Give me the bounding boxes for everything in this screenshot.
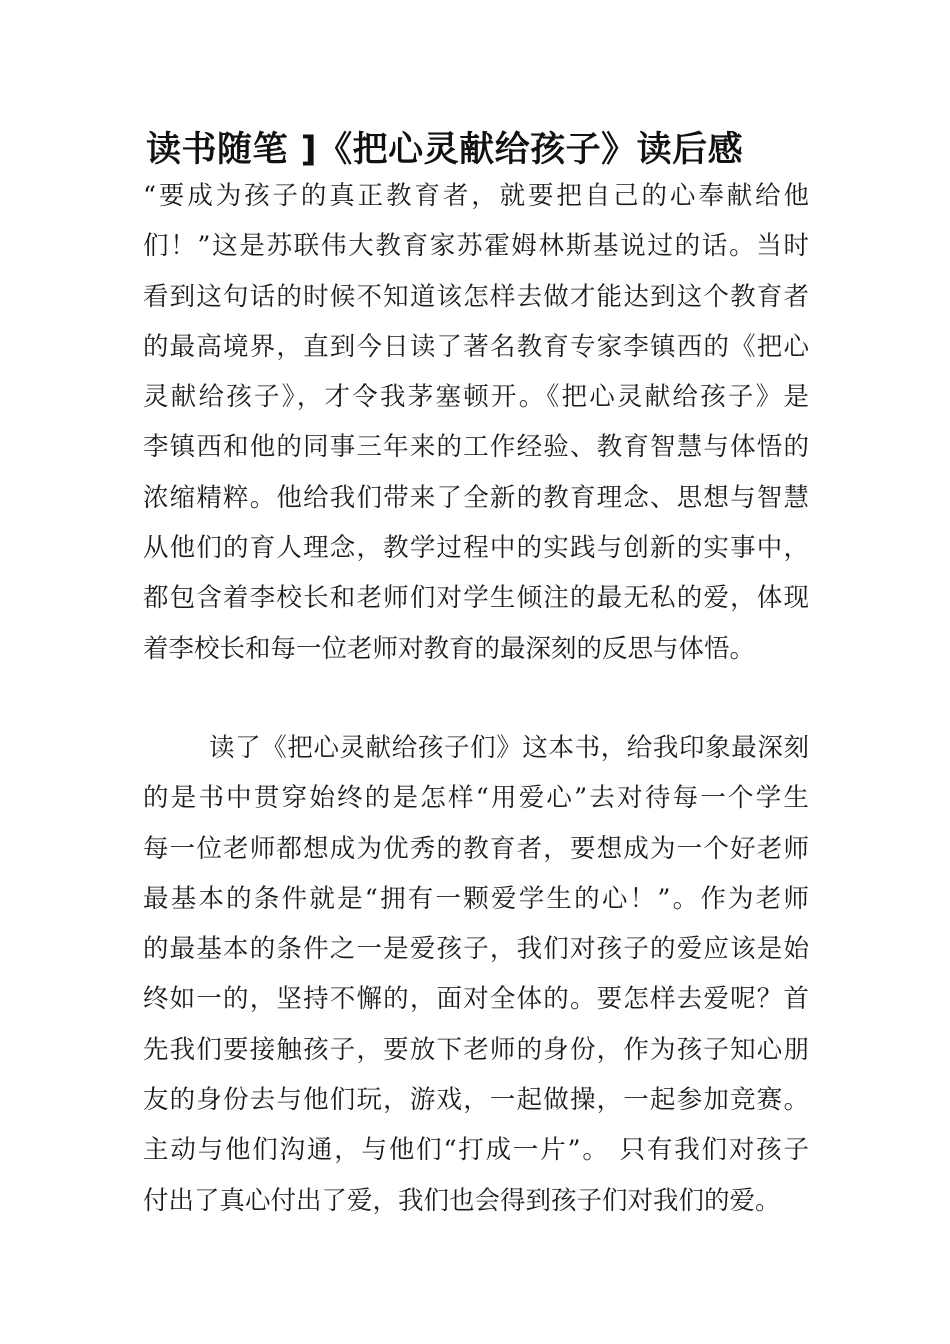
text-line: 的最高境界，直到今日读了著名教育专家李镇西的《把心 [143, 331, 809, 362]
text-line: 最基本的条件就是“拥有一颗爱学生的心！”。作为老师 [143, 883, 809, 914]
text-line: 看到这句话的时候不知道该怎样去做才能达到这个教育者 [143, 281, 809, 312]
text-line: 友的身份去与他们玩，游戏，一起做操，一起参加竞赛。 [143, 1085, 809, 1116]
text-line: 付出了真心付出了爱，我们也会得到孩子们对我们的爱。 [143, 1185, 781, 1216]
text-line: 灵献给孩子》，才令我茅塞顿开。《把心灵献给孩子》是 [143, 382, 809, 413]
document-title: 读书随笔 ]《把心灵献给孩子》读后感 [146, 130, 744, 170]
text-line: 读了《把心灵献给孩子们》这本书，给我印象最深刻 [209, 733, 809, 763]
paragraph-1 [143, 171, 809, 674]
text-line: 主动与他们沟通，与他们“打成一片”。 只有我们对孩子 [143, 1135, 809, 1166]
text-line: 每一位老师都想成为优秀的教育者，要想成为一个好老师 [143, 833, 809, 864]
text-line: 的是书中贯穿始终的是怎样“用爱心”去对待每一个学生 [143, 783, 809, 814]
text-line: 都包含着李校长和老师们对学生倾注的最无私的爱，体现 [143, 583, 809, 614]
paragraph-2 [143, 723, 809, 1226]
text-line: 从他们的育人理念，教学过程中的实践与创新的实事中， [143, 533, 809, 564]
text-line: 浓缩精粹。他给我们带来了全新的教育理念、思想与智慧 [143, 482, 809, 513]
text-line: 终如一的，坚持不懈的，面对全体的。要怎样去爱呢？首 [143, 984, 809, 1015]
text-line: 先我们要接触孩子，要放下老师的身份，作为孩子知心朋 [143, 1034, 809, 1065]
text-line: “要成为孩子的真正教育者，就要把自己的心奉献给他 [143, 181, 809, 211]
text-line: 的最基本的条件之一是爱孩子，我们对孩子的爱应该是始 [143, 934, 809, 965]
text-line: 着李校长和每一位老师对教育的最深刻的反思与体悟。 [143, 633, 756, 664]
text-line: 李镇西和他的同事三年来的工作经验、教育智慧与体悟的 [143, 432, 809, 463]
text-line: 们！”这是苏联伟大教育家苏霍姆林斯基说过的话。当时 [143, 231, 809, 262]
